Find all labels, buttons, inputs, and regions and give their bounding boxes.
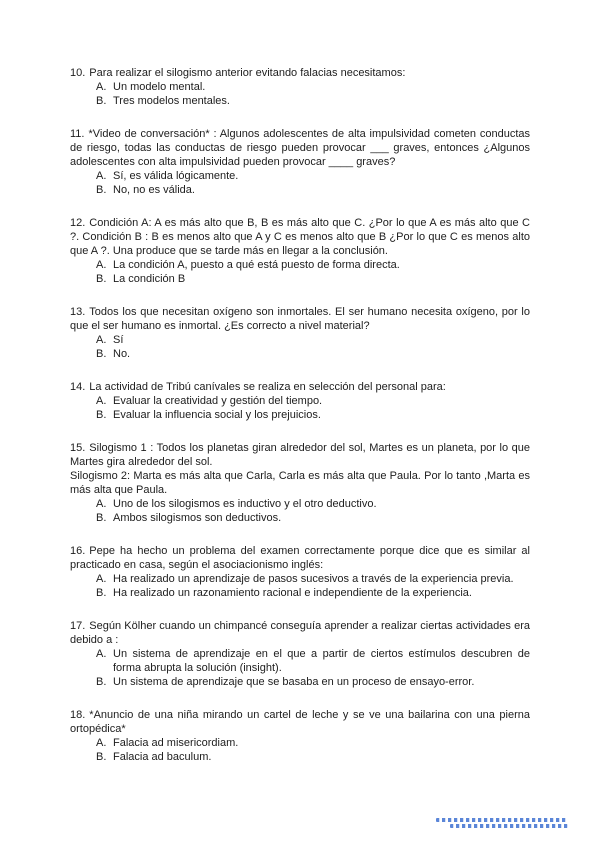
question-block <box>70 708 530 764</box>
question-block <box>70 544 530 600</box>
question-block <box>70 66 530 108</box>
question-number: 15. <box>70 442 86 454</box>
question-statement-continued <box>70 469 530 497</box>
option-text: Ha realizado un razonamiento racional e independiente de la experiencia. <box>113 587 472 599</box>
question-text: Pepe ha hecho un problema del examen correctamente porque dice que es similar al practicado en casa, según el asociacionismo inglés: <box>70 545 530 571</box>
option-label: B. <box>96 184 107 196</box>
answer-option <box>96 497 530 511</box>
answer-option <box>96 408 530 422</box>
question-number: 12. <box>70 217 86 229</box>
option-text: Ambos silogismos son deductivos. <box>113 512 282 524</box>
question-number: 18. <box>70 709 86 721</box>
option-text: Sí, es válida lógicamente. <box>113 170 239 182</box>
watermark-line <box>436 818 568 822</box>
question-statement <box>70 66 530 80</box>
option-text: Un modelo mental. <box>113 81 206 93</box>
answer-option <box>96 169 530 183</box>
option-text: Un sistema de aprendizaje que se basaba en un proceso de ensayo-error. <box>113 676 475 688</box>
option-label: B. <box>96 587 107 599</box>
answer-option <box>96 750 530 764</box>
option-text: Ha realizado un aprendizaje de pasos sucesivos a través de la experiencia previa. <box>113 573 514 585</box>
watermark-line <box>450 824 568 828</box>
answer-option <box>96 80 530 94</box>
question-text: Todos los que necesitan oxígeno son inmortales. El ser humano necesita oxígeno, por lo que el ser humano es inmortal. ¿Es correcto a nivel material? <box>70 306 530 332</box>
question-statement <box>70 380 530 394</box>
answer-option <box>96 647 530 675</box>
answer-option <box>96 258 530 272</box>
option-label: A. <box>96 170 107 182</box>
question-block <box>70 441 530 525</box>
option-label: A. <box>96 573 107 585</box>
option-text: No, no es válida. <box>113 184 195 196</box>
answer-option <box>96 333 530 347</box>
answer-option <box>96 94 530 108</box>
option-text: Evaluar la creatividad y gestión del tiempo. <box>113 395 323 407</box>
question-statement <box>70 216 530 258</box>
question-text: La actividad de Tribú canívales se realiza en selección del personal para: <box>89 381 446 393</box>
option-label: B. <box>96 512 107 524</box>
option-text: Evaluar la influencia social y los prejuicios. <box>113 409 321 421</box>
option-label: B. <box>96 273 107 285</box>
question-number: 16. <box>70 545 86 557</box>
question-number: 14. <box>70 381 86 393</box>
answer-option <box>96 347 530 361</box>
question-statement <box>70 619 530 647</box>
answer-option <box>96 183 530 197</box>
option-label: B. <box>96 676 107 688</box>
answer-option <box>96 394 530 408</box>
question-text: Silogismo 1 : Todos los planetas giran alrededor del sol, Martes es un planeta, por lo que Martes gira alrededor del sol. <box>70 442 530 468</box>
question-text: *Video de conversación* : Algunos adolescentes de alta impulsividad cometen conductas de riesgo, todas las conductas de riesgo pueden provocar ___ graves, entonces ¿Algunos adolescentes con alta impulsividad pueden provocar ____ graves? <box>70 128 530 168</box>
question-block <box>70 216 530 286</box>
option-text: Falacia ad misericordiam. <box>113 737 239 749</box>
option-label: B. <box>96 348 107 360</box>
option-text: La condición B <box>113 273 186 285</box>
question-number: 13. <box>70 306 86 318</box>
answer-option <box>96 572 530 586</box>
footer-watermark <box>436 816 568 828</box>
question-text: *Anuncio de una niña mirando un cartel de leche y se ve una bailarina con una pierna ortopédica* <box>70 709 530 735</box>
option-text: La condición A, puesto a qué está puesto de forma directa. <box>113 259 400 271</box>
answer-option <box>96 511 530 525</box>
question-number: 10. <box>70 67 86 79</box>
question-statement <box>70 708 530 736</box>
option-text: Sí <box>113 334 124 346</box>
question-block <box>70 619 530 689</box>
question-text: Según Kölher cuando un chimpancé conseguía aprender a realizar ciertas actividades era debido a : <box>70 620 530 646</box>
option-text: Falacia ad baculum. <box>113 751 212 763</box>
option-text: Tres modelos mentales. <box>113 95 230 107</box>
answer-option <box>96 586 530 600</box>
option-label: A. <box>96 648 107 660</box>
option-text: Uno de los silogismos es inductivo y el otro deductivo. <box>113 498 377 510</box>
answer-option <box>96 736 530 750</box>
question-block <box>70 380 530 422</box>
option-label: A. <box>96 395 107 407</box>
option-label: A. <box>96 81 107 93</box>
option-label: B. <box>96 409 107 421</box>
option-label: A. <box>96 259 107 271</box>
question-block <box>70 127 530 197</box>
question-statement <box>70 441 530 469</box>
question-statement <box>70 544 530 572</box>
option-label: A. <box>96 498 107 510</box>
option-label: A. <box>96 334 107 346</box>
question-text: Condición A: A es más alto que B, B es más alto que C. ¿Por lo que A es más alto que C ?. Condición B : B es menos alto que A y C es menos alto que B ¿Por lo que C es menos alto que A ?. Una produce que se tarde más en llegar a la conclusión. <box>70 217 530 257</box>
question-number: 17. <box>70 620 86 632</box>
option-label: B. <box>96 95 107 107</box>
question-statement <box>70 127 530 169</box>
option-label: A. <box>96 737 107 749</box>
question-number: 11. <box>70 128 85 140</box>
question-block <box>70 305 530 361</box>
answer-option <box>96 272 530 286</box>
option-text: Un sistema de aprendizaje en el que a partir de ciertos estímulos descubren de forma abrupta la solución (insight). <box>113 648 530 674</box>
option-text: No. <box>113 348 131 360</box>
option-label: B. <box>96 751 107 763</box>
question-list <box>70 66 530 764</box>
question-statement <box>70 305 530 333</box>
question-text: Silogismo 2: Marta es más alta que Carla, Carla es más alta que Paula. Por lo tanto ,Marta es más alta que Paula. <box>70 470 530 496</box>
question-text: Para realizar el silogismo anterior evitando falacias necesitamos: <box>89 67 406 79</box>
answer-option <box>96 675 530 689</box>
